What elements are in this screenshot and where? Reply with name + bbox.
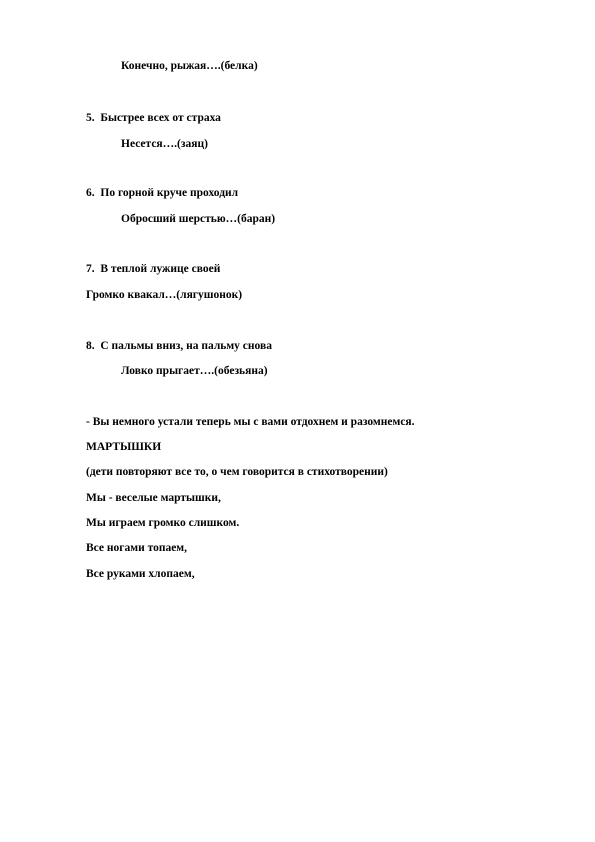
intro-text: - Вы немного устали теперь мы с вами отдохнем и разомнемся. <box>86 416 415 428</box>
riddle-6-question-text: По горной круче проходил <box>100 187 239 199</box>
riddle-8-question <box>86 339 272 353</box>
riddle-6-answer: Обросший шерстью…(баран) <box>121 213 276 225</box>
riddle-6-question <box>86 186 238 200</box>
exercise-title: МАРТЫШКИ <box>86 441 162 453</box>
riddle-7-question <box>86 262 220 276</box>
riddle-4-answer: Конечно, рыжая….(белка) <box>121 60 258 72</box>
exercise-line: Мы - веселые мартышки, <box>86 492 221 504</box>
riddle-7-answer: Громко квакал…(лягушонок) <box>86 289 243 301</box>
riddle-5-question <box>86 111 221 125</box>
riddle-6-number: 6. <box>86 187 95 199</box>
riddle-8-question-text: С пальмы вниз, на пальму снова <box>100 340 272 352</box>
riddle-5-answer: Несется….(заяц) <box>121 138 208 150</box>
riddle-7-number: 7. <box>86 263 95 275</box>
riddle-5-number: 5. <box>86 112 95 124</box>
riddle-7-question-text: В теплой лужице своей <box>100 263 221 275</box>
exercise-line: Все руками хлопаем, <box>86 568 195 580</box>
riddle-8-number: 8. <box>86 340 95 352</box>
exercise-line: Все ногами топаем, <box>86 542 188 554</box>
riddle-5-question-text: Быстрее всех от страха <box>100 112 221 124</box>
riddle-8-answer: Ловко прыгает….(обезьяна) <box>121 365 268 377</box>
exercise-instruction: (дети повторяют все то, о чем говорится в стихотворении) <box>86 466 388 478</box>
exercise-line: Мы играем громко слишком. <box>86 517 240 529</box>
